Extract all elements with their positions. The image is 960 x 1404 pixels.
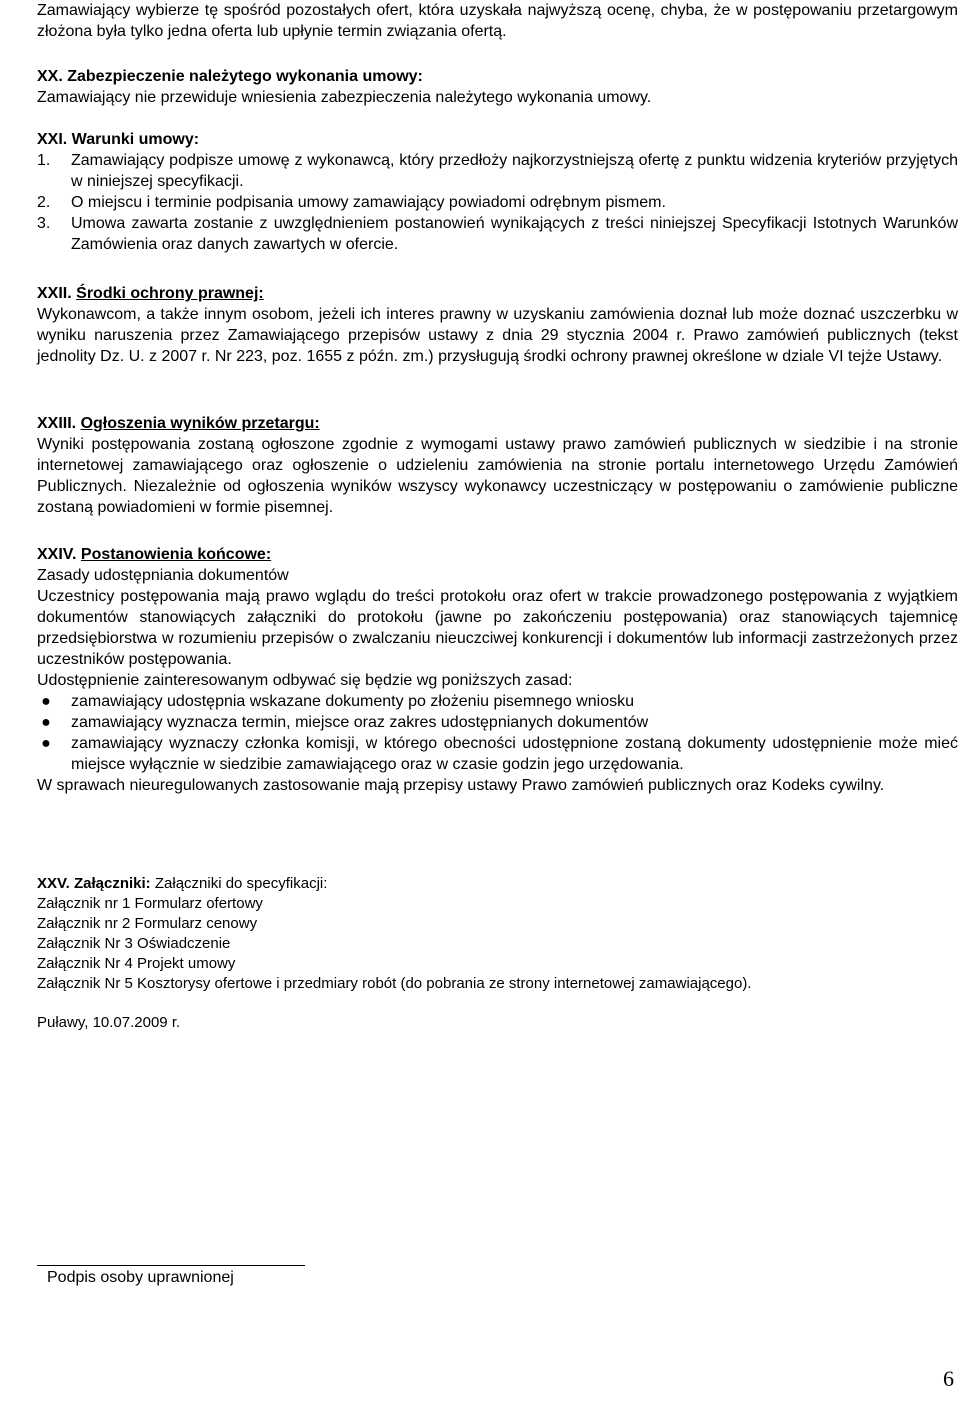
attachment-item: Załącznik Nr 5 Kosztorysy ofertowe i przedmiary robót (do pobrania ze strony internetowej zamawiającego). xyxy=(37,975,752,992)
signature-line xyxy=(37,1265,305,1266)
bullet-text: zamawiający wyznaczy członka komisji, w którego obecności udostępnione zostaną dokumenty udostępnienie może mieć miejsce wyłącznie w siedzibie zamawiającego oraz w czasie godzin jego urzędowania. xyxy=(71,735,958,773)
section-22-title: Środki ochrony prawnej: xyxy=(76,285,264,302)
section-23-heading xyxy=(37,413,958,434)
section-25-lead: Załączniki do specyfikacji: xyxy=(150,875,328,892)
section-22 xyxy=(37,283,958,367)
bullet-icon: ● xyxy=(41,714,51,731)
section-22-number: XXII. xyxy=(37,285,72,302)
section-24-paragraph-1: Uczestnicy postępowania mają prawo wglądu do treści protokołu oraz ofert w trakcie prowadzonego postępowania z wyjątkiem dokumentów stanowiących załączniki do protokołu (jawne po zakończeniu postępowania) oraz stanowiących tajemnicę przedsiębiorstwa w rozumieniu przepisów o zwalczaniu nieuczciwej konkurencji i dokumentów lub informacji zastrzeżonych przez uczestników postępowania. xyxy=(37,588,958,668)
section-20-heading: XX. Zabezpieczenie należytego wykonania umowy: xyxy=(37,68,423,85)
section-24-number: XXIV. xyxy=(37,546,77,563)
intro-paragraph: Zamawiający wybierze tę spośród pozostałych ofert, która uzyskała najwyższą ocenę, chyba, że w postępowaniu przetargowym złożona była tylko jedna oferta lub upłynie termin związania ofertą. xyxy=(37,2,958,40)
section-24-paragraph-2: Udostępnienie zainteresowanym odbywać się będzie wg poniższych zasad: xyxy=(37,672,573,689)
section-21-heading: XXI. Warunki umowy: xyxy=(37,131,200,148)
page-number: 6 xyxy=(943,1366,954,1391)
section-25-title: Załączniki: xyxy=(73,875,151,892)
bullet-item xyxy=(37,691,958,712)
section-22-text: Wykonawcom, a także innym osobom, jeżeli ich interes prawny w uzyskaniu zamówienia doznał lub może doznać uszczerbku w wyniku naruszenia przez Zamawiającego przepisów ustawy z dnia 29 stycznia 2004 r. Prawo zamówień publicznych (tekst jednolity Dz. U. z 2007 r. Nr 223, poz. 1655 z późn. zm.) przysługują środki ochrony prawnej określone w dziale VI tejże Ustawy. xyxy=(37,306,958,365)
item-text: Zamawiający podpisze umowę z wykonawcą, który przedłoży najkorzystniejszą ofertę z punktu widzenia kryteriów przyjętych w niniejszej specyfikacji. xyxy=(71,152,958,190)
section-20-text: Zamawiający nie przewiduje wniesienia zabezpieczenia należytego wykonania umowy. xyxy=(37,89,652,106)
section-23-title: Ogłoszenia wyników przetargu: xyxy=(80,415,320,432)
attachment-item: Załącznik nr 1 Formularz ofertowy xyxy=(37,895,263,912)
section-24-heading xyxy=(37,544,958,565)
section-24-subtitle: Zasady udostępniania dokumentów xyxy=(37,567,289,584)
section-24 xyxy=(37,544,958,796)
bullet-item xyxy=(37,712,958,733)
section-25 xyxy=(37,874,958,994)
section-24-title: Postanowienia końcowe: xyxy=(80,546,272,563)
section-21-item-1 xyxy=(37,150,958,192)
bullet-text: zamawiający wyznacza termin, miejsce oraz zakres udostępnianych dokumentów xyxy=(71,714,649,731)
section-23 xyxy=(37,413,958,518)
bullet-icon: ● xyxy=(41,693,51,710)
item-text: O miejscu i terminie podpisania umowy zamawiający powiadomi odrębnym pismem. xyxy=(71,194,666,211)
bullet-item xyxy=(37,733,958,775)
section-22-heading xyxy=(37,283,958,304)
section-25-heading xyxy=(37,874,958,894)
section-25-number: XXV. xyxy=(37,875,70,892)
attachment-item: Załącznik Nr 4 Projekt umowy xyxy=(37,955,236,972)
section-21-item-2 xyxy=(37,192,958,213)
item-number: 3. xyxy=(37,215,51,232)
attachment-item: Załącznik Nr 3 Oświadczenie xyxy=(37,935,231,952)
section-21 xyxy=(37,129,958,255)
section-24-paragraph-3: W sprawach nieuregulowanych zastosowanie mają przepisy ustawy Prawo zamówień publicznych oraz Kodeks cywilny. xyxy=(37,777,885,794)
bullet-icon: ● xyxy=(41,735,51,752)
bullet-text: zamawiający udostępnia wskazane dokumenty po złożeniu pisemnego wniosku xyxy=(71,693,634,710)
section-23-text: Wyniki postępowania zostaną ogłoszone zgodnie z wymogami ustawy prawo zamówień publicznych w siedzibie i na stronie internetowej zamawiającego oraz ogłoszenie o udzieleniu zamówienia na stronie portalu internetowego Urzędu Zamówień Publicznych. Niezależnie od ogłoszenia wyników wszyscy wykonawcy uczestniczący w postępowaniu o zamówienie publiczne zostaną powiadomieni w formie pisemnej. xyxy=(37,436,958,516)
item-number: 2. xyxy=(37,194,51,211)
signature-caption: Podpis osoby uprawnionej xyxy=(47,1269,234,1286)
section-20 xyxy=(37,66,958,108)
attachment-item: Załącznik nr 2 Formularz cenowy xyxy=(37,915,258,932)
item-number: 1. xyxy=(37,152,51,169)
place-date: Puławy, 10.07.2009 r. xyxy=(37,1014,181,1031)
item-text: Umowa zawarta zostanie z uwzględnieniem postanowień wynikających z treści niniejszej Specyfikacji Istotnych Warunków Zamówienia oraz danych zawartych w ofercie. xyxy=(71,215,958,253)
section-23-number: XXIII. xyxy=(37,415,77,432)
section-21-item-3 xyxy=(37,213,958,255)
